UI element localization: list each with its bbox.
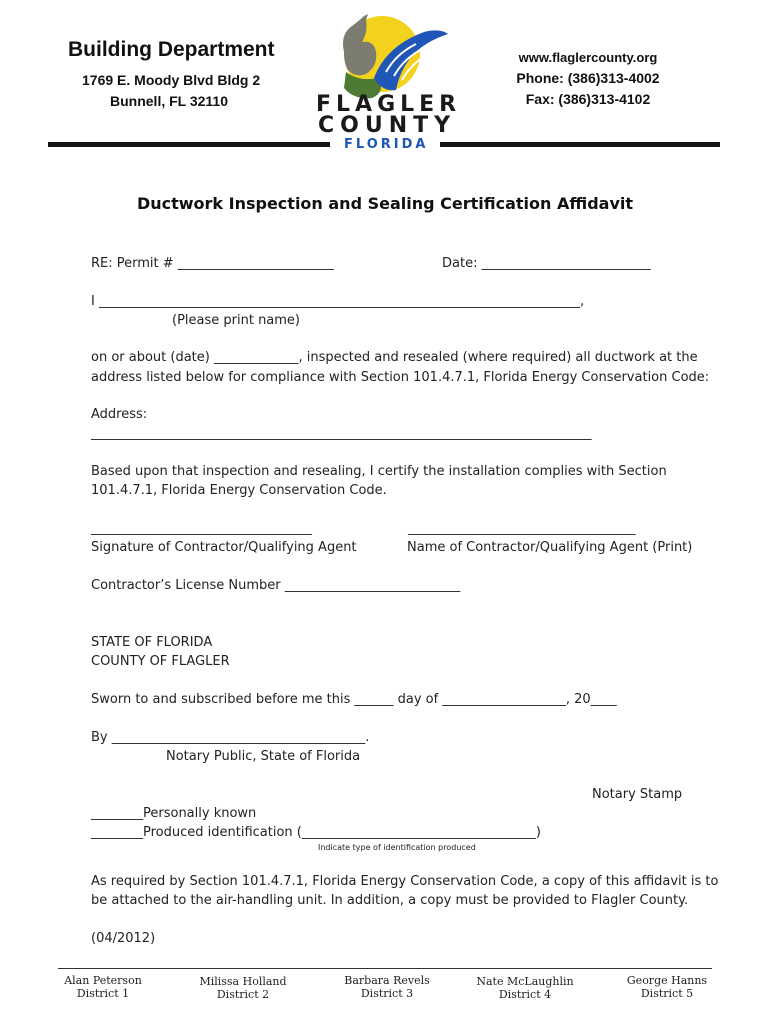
license-number-field[interactable]: Contractor’s License Number ___________________________ bbox=[91, 578, 461, 593]
logo-word-florida: FLORIDA bbox=[344, 137, 429, 152]
commissioner-name: Nate McLaughlin bbox=[476, 975, 574, 988]
inspection-paragraph-line2: address listed below for compliance with Section 101.4.7.1, Florida Energy Conservation Code: bbox=[91, 370, 710, 385]
address-line-1: 1769 E. Moody Blvd Bldg 2 bbox=[82, 72, 261, 88]
website: www.flaglercounty.org bbox=[518, 50, 658, 65]
commissioner-district: District 2 bbox=[216, 988, 270, 1001]
commissioner-3 bbox=[332, 974, 442, 1000]
requirement-paragraph-line2: be attached to the air-handling unit. In addition, a copy must be provided to Flagler County. bbox=[91, 893, 689, 908]
county-line: COUNTY OF FLAGLER bbox=[91, 654, 230, 669]
header-rule-right bbox=[440, 142, 720, 147]
state-line: STATE OF FLORIDA bbox=[91, 635, 213, 650]
department-title: Building Department bbox=[68, 38, 275, 61]
inspection-date-paragraph-line1[interactable]: on or about (date) _____________, inspected and resealed (where required) all ductwork at the bbox=[91, 350, 698, 365]
permit-field[interactable]: RE: Permit # ________________________ bbox=[91, 256, 334, 271]
phone: Phone: (386)313-4002 bbox=[516, 70, 660, 86]
commissioner-name: Alan Peterson bbox=[64, 974, 142, 987]
identification-caption: Indicate type of identification produced bbox=[318, 843, 476, 852]
commissioner-district: District 1 bbox=[76, 987, 130, 1000]
certification-paragraph-line2: 101.4.7.1, Florida Energy Conservation Code. bbox=[91, 483, 387, 498]
logo-word-flagler: FLAGLER bbox=[316, 92, 462, 117]
commissioner-name: Barbara Revels bbox=[344, 974, 430, 987]
address-field[interactable]: _____________________________________________________________________________ bbox=[91, 426, 592, 441]
contractor-name-label: Name of Contractor/Qualifying Agent (Print) bbox=[407, 540, 693, 555]
commissioner-5 bbox=[612, 974, 722, 1000]
address-label: Address: bbox=[91, 407, 148, 422]
fax: Fax: (386)313-4102 bbox=[525, 91, 651, 107]
certification-paragraph-line1: Based upon that inspection and resealing, I certify the installation complies with Section bbox=[91, 464, 667, 479]
county-logo bbox=[316, 12, 456, 102]
requirement-paragraph-line1: As required by Section 101.4.7.1, Florida Energy Conservation Code, a copy of this affidavit is to bbox=[91, 874, 719, 889]
sworn-date-field[interactable]: Sworn to and subscribed before me this ______ day of ___________________, 20____ bbox=[91, 692, 617, 707]
commissioner-district: District 5 bbox=[640, 987, 694, 1000]
personally-known-field[interactable]: ________Personally known bbox=[91, 806, 257, 821]
commissioner-1 bbox=[48, 974, 158, 1000]
footer-rule bbox=[58, 968, 712, 969]
print-name-caption: (Please print name) bbox=[172, 313, 301, 328]
revision-date: (04/2012) bbox=[91, 931, 156, 946]
notary-caption: Notary Public, State of Florida bbox=[166, 749, 361, 764]
commissioner-2 bbox=[188, 975, 298, 1001]
signature-label: Signature of Contractor/Qualifying Agent bbox=[91, 540, 357, 555]
form-title: Ductwork Inspection and Sealing Certification Affidavit bbox=[136, 194, 634, 213]
name-field[interactable]: I __________________________________________________________________________, bbox=[91, 294, 585, 309]
commissioner-name: Milissa Holland bbox=[199, 975, 287, 988]
signature-field[interactable]: __________________________________ bbox=[91, 521, 312, 536]
produced-identification-field[interactable]: ________Produced identification (____________________________________) bbox=[91, 825, 541, 840]
logo-word-county: COUNTY bbox=[318, 113, 457, 138]
notary-by-field[interactable]: By _______________________________________. bbox=[91, 730, 370, 745]
notary-stamp-label: Notary Stamp bbox=[592, 787, 683, 802]
contractor-name-field[interactable]: ___________________________________ bbox=[408, 521, 636, 536]
commissioner-name: George Hanns bbox=[626, 974, 708, 987]
header-rule-left bbox=[48, 142, 330, 147]
commissioner-district: District 4 bbox=[498, 988, 552, 1001]
commissioner-4 bbox=[470, 975, 580, 1001]
address-line-2: Bunnell, FL 32110 bbox=[110, 93, 229, 109]
county-logo-graphic bbox=[316, 12, 456, 102]
commissioner-district: District 3 bbox=[360, 987, 414, 1000]
date-field[interactable]: Date: __________________________ bbox=[442, 256, 651, 271]
